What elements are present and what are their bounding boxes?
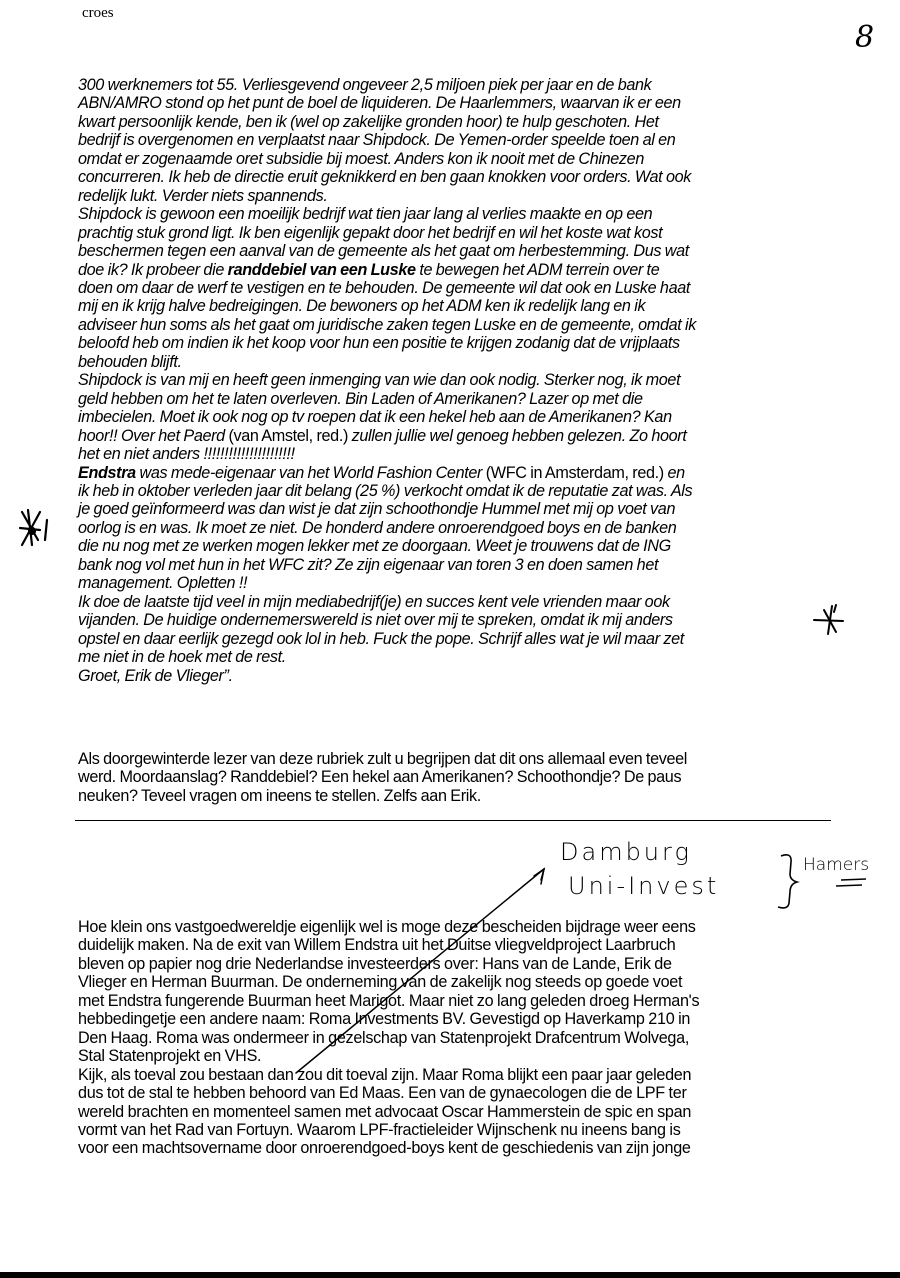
text-line: bedrijf is overgenomen en verplaatst naar Shipdock. De Yemen-order speelde toen al en [78, 131, 676, 150]
text-run: zullen jullie wel genoeg hebben gelezen. Zo hoort [348, 426, 687, 445]
text-line: doen om daar de werf te vestigen en te behouden. De gemeente wil dat ook en Luske haat [78, 278, 691, 297]
text-line: beloofd heb om indien ik het koop voor hun een positie te krijgen zodanig dat de vrijplaats [78, 334, 680, 353]
handwritten-note-line1: Damburg [560, 838, 692, 866]
scan-edge-bar [0, 1272, 900, 1278]
handwritten-underline [836, 885, 862, 886]
text-line: neuken? Teveel vragen om ineens te stellen. Zelfs aan Erik. [78, 786, 481, 805]
text-line: duidelijk maken. Na de exit van Willem Endstra uit het Duitse vliegveldproject Laarbruch [78, 936, 676, 955]
text-line: bank nog vol met hun in het WFC zit? Ze zijn eigenaar van toren 3 en doen samen het [78, 555, 659, 574]
text-line: geld hebben om het te laten overleven. Bin Laden of Amerikanen? Lazer op met die [78, 389, 643, 408]
bold-name: Endstra [78, 463, 136, 482]
text-line: me niet in de hoek met de rest. [78, 648, 286, 667]
text-line: concurreren. Ik heb de directie eruit geknikkerd en ben gaan knokken voor orders. Wat ook [78, 168, 692, 187]
text-line: kwart persoonlijk kende, ben ik (wel op zakelijke gronden hoor) te hulp geschoten. Het [78, 112, 659, 131]
text-run: en [663, 463, 685, 482]
text-line: vormt van het Rad van Fortuyn. Waarom LPF-fractieleider Wijnschenk nu ineens bang is [78, 1120, 681, 1139]
text-line: prachtig stuk grond ligt. Ik ben eigenlijk gepakt door het bedrijf en wil het koste wat kost [78, 223, 663, 242]
text-line-mixed [78, 464, 848, 482]
text-line: wereld brachten en momenteel samen met advocaat Oscar Hammerstein de spic en span [78, 1102, 692, 1121]
text-line: voor een machtsovername door onroerendgoed-boys kent de geschiedenis van zijn jonge [78, 1139, 691, 1158]
text-line-with-bold [78, 261, 848, 279]
text-line: Stal Statenprojekt en VHS. [78, 1047, 262, 1066]
text-line: hebbedingetje een andere naam: Roma Investments BV. Gevestigd op Haverkamp 210 in [78, 1010, 691, 1029]
section-divider [75, 820, 831, 821]
text-line: het en niet anders !!!!!!!!!!!!!!!!!!!!!! [78, 445, 295, 464]
text-line: behouden blijft. [78, 352, 182, 371]
header-label: croes [82, 5, 114, 21]
text-run: was mede-eigenaar van het World Fashion Center [135, 463, 486, 482]
bold-phrase: randdebiel van een Luske [227, 260, 416, 279]
closing-paragraph [78, 750, 848, 805]
editorial-note: (van Amstel, red.) [228, 426, 349, 445]
text-line: Den Haag. Roma was ondermeer in gezelschap van Statenprojekt Drafcentrum Wolvega, [78, 1028, 690, 1047]
text-line: opstel en daar eerlijk gezegd ook lol in heb. Fuck the pope. Schrijf alles wat je wil maar zet [78, 629, 684, 648]
text-line: dus tot de stal te hebben behoord van Ed Maas. Een van de gynaecologen die de LPF ter [78, 1084, 687, 1103]
text-line: oorlog is en was. Ik moet ze niet. De honderd andere onroerendgoed boys en de banken [78, 518, 677, 537]
text-line: werd. Moordaanslag? Randdebiel? Een hekel aan Amerikanen? Schoothondje? De paus [78, 768, 682, 787]
text-line: die nu nog met ze werken mogen lekker met ze doorgaan. Weet je trouwens dat de ING [78, 537, 671, 556]
text-line: mij en ik krijg halve bedreigingen. De bewoners op het ADM ken ik redelijk lang en ik [78, 297, 646, 316]
text-run: doe ik? Ik probeer die [78, 260, 228, 279]
text-line-mixed [78, 427, 848, 445]
brace-mark [778, 855, 797, 908]
text-line: Ik doe de laatste tijd veel in mijn mediabedrijf(je) en succes kent vele vrienden maar ook [78, 592, 670, 611]
text-line: beschermen tegen een aanval van de gemeente als het gaat om herbestemming. Dus wat [78, 242, 689, 261]
text-line: met Endstra fungerende Buurman heet Marigot. Maar niet zo lang geleden droeg Herman's [78, 991, 700, 1010]
handwritten-underline [841, 879, 866, 880]
text-line: 300 werknemers tot 55. Verliesgevend ongeveer 2,5 miljoen piek per jaar en de bank [78, 76, 652, 94]
text-line: Hoe klein ons vastgoedwereldje eigenlijk wel is moge deze bescheiden bijdrage weer eens [78, 918, 696, 936]
left-margin-asterisk-icon [20, 510, 47, 545]
text-line: imbecielen. Moet ik ook nog op tv roepen dat ik een hekel heb aan de Amerikanen? Kan [78, 408, 672, 427]
article-body [78, 918, 848, 1158]
quoted-letter [78, 76, 848, 685]
text-run: te bewegen het ADM terrein over te [415, 260, 660, 279]
text-run: hoor!! Over het Paerd [78, 426, 229, 445]
text-line: redelijk lukt. Verder niets spannends. [78, 186, 328, 205]
text-line: Kijk, als toeval zou bestaan dan zou dit toeval zijn. Maar Roma blijkt een paar jaar geleden [78, 1065, 692, 1084]
text-line: ABN/AMRO stond op het punt de boel de liquideren. De Haarlemmers, waarvan ik er een [78, 94, 681, 113]
text-line: Vlieger en Herman Buurman. De onderneming van de zakelijk nog steeds op goede voet [78, 973, 683, 992]
text-line: Shipdock is van mij en heeft geen inmenging van wie dan ook nodig. Sterker nog, ik moet [78, 371, 681, 390]
text-line: adviseer hun soms als het gaat om juridische zaken tegen Luske en de gemeente, omdat ik [78, 315, 697, 334]
handwritten-page-number: 8 [855, 20, 875, 55]
text-line: ik heb in oktober verleden jaar dit belang (25 %) verkocht omdat ik de reputatie zat was. Als [78, 481, 693, 500]
text-line: vijanden. De huidige ondernemerswereld is niet over mij te spreken, omdat ik mij anders [78, 611, 673, 630]
text-line: je goed geïnformeerd was dan wist je dat zijn schoothondje Hummel met mij op voet van [78, 500, 676, 519]
editorial-note: (WFC in Amsterdam, red.) [485, 463, 664, 482]
handwritten-note-line2: Uni-Invest [568, 872, 720, 900]
text-line: bleven op papier nog drie Nederlandse investeerders over: Hans van de Lande, Erik de [78, 954, 672, 973]
text-line: Shipdock is gewoon een moeilijk bedrijf wat tien jaar lang al verlies maakte en op een [78, 205, 653, 224]
handwritten-brace-label: Hamers [803, 855, 870, 875]
text-line: Als doorgewinterde lezer van deze rubriek zult u begrijpen dat dit ons allemaal even teveel [78, 750, 688, 768]
text-line: management. Opletten !! [78, 574, 248, 593]
text-line: omdat er zogenaamde oret subsidie bij moest. Anders kon ik nooit met de Chinezen [78, 149, 644, 168]
letter-signoff: Groet, Erik de Vlieger”. [78, 666, 233, 685]
